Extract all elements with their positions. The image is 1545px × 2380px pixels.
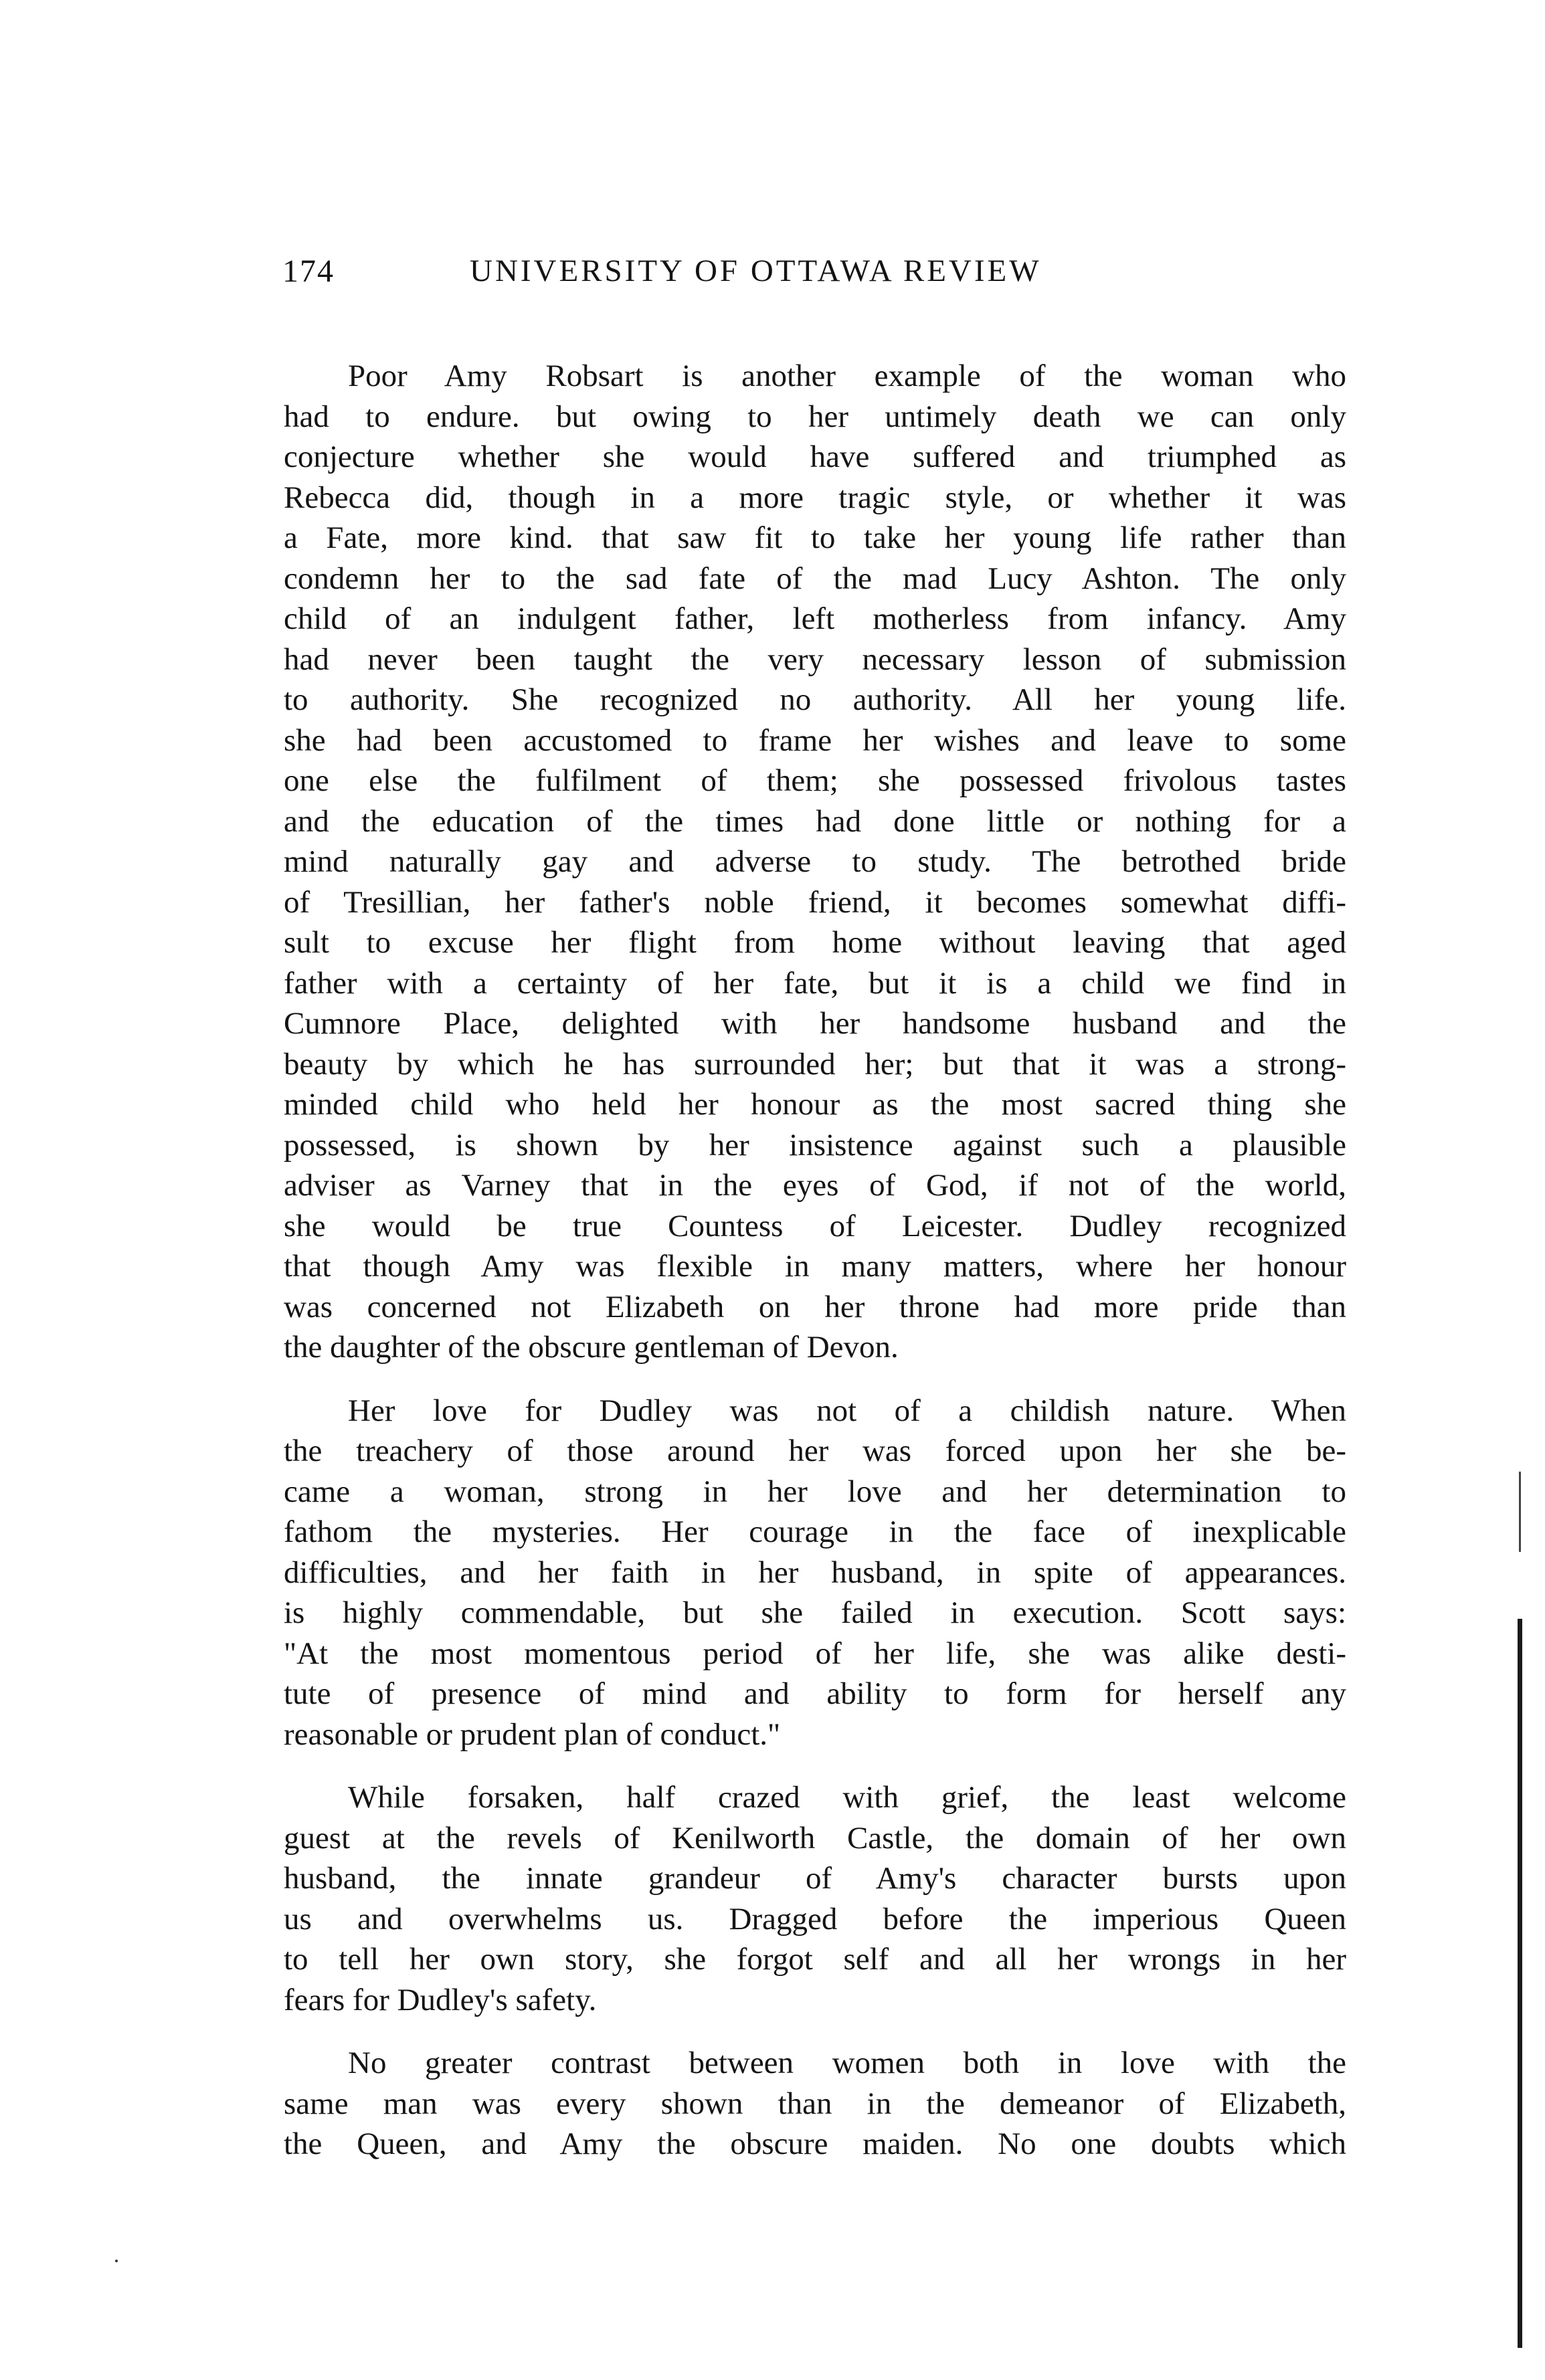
paragraph-gap	[284, 1368, 1346, 1391]
text-line: fears for Dudley's safety.	[284, 1982, 597, 2017]
text-line: condemn her to the sad fate of the mad Lucy Ashton. The only	[284, 561, 1346, 596]
text-line: had never been taught the very necessary lesson of submission	[284, 641, 1346, 677]
scan-speck	[115, 2260, 118, 2262]
text-line: reasonable or prudent plan of conduct."	[284, 1716, 781, 1752]
scan-edge-bar	[1518, 1619, 1522, 2348]
text-line: came a woman, strong in her love and her determination to	[284, 1474, 1346, 1509]
text-line: was concerned not Elizabeth on her throne had more pride than	[284, 1289, 1346, 1324]
page-header	[282, 253, 1353, 306]
text-line: the treachery of those around her was forced upon her she be-	[284, 1433, 1346, 1468]
text-line: a Fate, more kind. that saw fit to take her young life rather than	[284, 520, 1346, 555]
text-line: that though Amy was flexible in many matters, where her honour	[284, 1249, 1346, 1284]
text-line: is highly commendable, but she failed in execution. Scott says:	[284, 1595, 1346, 1630]
text-line: fathom the mysteries. Her courage in the face of inexplicable	[284, 1514, 1346, 1549]
text-line: guest at the revels of Kenilworth Castle, the domain of her own	[284, 1820, 1346, 1856]
text-line: to tell her own story, she forgot self and all her wrongs in her	[284, 1942, 1346, 1977]
paragraph-gap	[284, 1755, 1346, 1777]
paragraph-4	[284, 2043, 1346, 2165]
text-line: mind naturally gay and adverse to study. The betrothed bride	[284, 844, 1346, 879]
text-line: Cumnore Place, delighted with her handsome husband and the	[284, 1006, 1346, 1041]
text-line: sult to excuse her flight from home without leaving that aged	[284, 925, 1346, 960]
text-line: one else the fulfilment of them; she possessed frivolous tastes	[284, 763, 1346, 798]
text-line: had to endure. but owing to her untimely death we can only	[284, 399, 1346, 434]
text-line: us and overwhelms us. Dragged before the imperious Queen	[284, 1901, 1346, 1937]
text-line: same man was every shown than in the demeanor of Elizabeth,	[284, 2086, 1346, 2121]
paragraph-3	[284, 1777, 1346, 2020]
page-number: 174	[282, 254, 335, 289]
text-line: "At the most momentous period of her life, she was alike desti-	[284, 1635, 1346, 1671]
text-line: she would be true Countess of Leicester. Dudley recognized	[284, 1208, 1346, 1244]
text-line: tute of presence of mind and ability to form for herself any	[284, 1676, 1346, 1711]
text-line: the daughter of the obscure gentleman of Devon.	[284, 1330, 899, 1365]
text-line: she had been accustomed to frame her wishes and leave to some	[284, 722, 1346, 758]
running-title: UNIVERSITY OF OTTAWA REVIEW	[470, 254, 1042, 288]
text-line: Rebecca did, though in a more tragic style, or whether it was	[284, 480, 1346, 515]
text-line: to authority. She recognized no authority. All her young life.	[284, 682, 1346, 717]
text-line: of Tresillian, her father's noble friend, it becomes somewhat diffi-	[284, 884, 1346, 920]
text-line: minded child who held her honour as the most sacred thing she	[284, 1087, 1346, 1122]
text-line: Poor Amy Robsart is another example of the woman who	[348, 359, 1346, 393]
text-line: father with a certainty of her fate, but it is a child we find in	[284, 965, 1346, 1001]
paragraph-2	[284, 1391, 1346, 1755]
text-line: Her love for Dudley was not of a childish nature. When	[348, 1393, 1346, 1428]
text-line: the Queen, and Amy the obscure maiden. No one doubts which	[284, 2126, 1346, 2161]
text-line: husband, the innate grandeur of Amy's character bursts upon	[284, 1861, 1346, 1896]
text-line: adviser as Varney that in the eyes of God, if not of the world,	[284, 1168, 1346, 1203]
text-line: difficulties, and her faith in her husband, in spite of appearances.	[284, 1555, 1346, 1590]
text-line: child of an indulgent father, left motherless from infancy. Amy	[284, 601, 1346, 636]
text-line: While forsaken, half crazed with grief, the least welcome	[348, 1780, 1346, 1815]
text-line: and the education of the times had done little or nothing for a	[284, 803, 1346, 839]
paragraph-1	[284, 356, 1346, 1368]
text-line: No greater contrast between women both in love with the	[348, 2046, 1346, 2080]
text-line: conjecture whether she would have suffered and triumphed as	[284, 439, 1346, 474]
paragraph-gap	[284, 2020, 1346, 2043]
article-body	[284, 356, 1346, 2165]
text-line: beauty by which he has surrounded her; but that it was a strong-	[284, 1046, 1346, 1082]
scan-edge-mark	[1519, 1472, 1521, 1552]
text-line: possessed, is shown by her insistence against such a plausible	[284, 1127, 1346, 1163]
